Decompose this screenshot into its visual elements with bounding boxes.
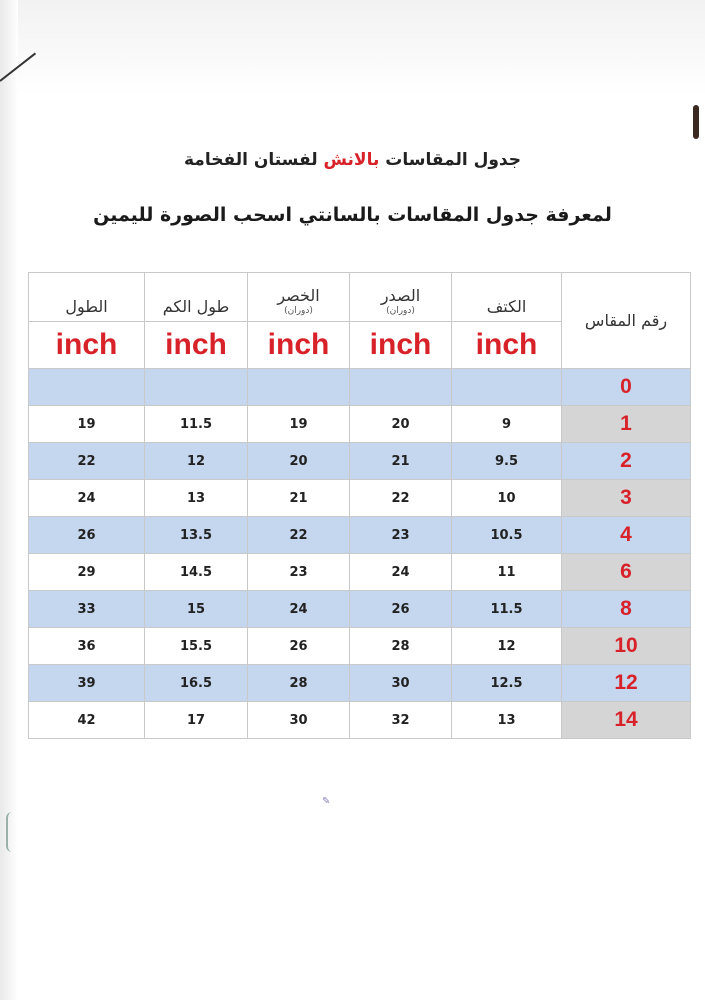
cell-length: 39 bbox=[29, 665, 145, 702]
table-row bbox=[29, 369, 691, 406]
table-row bbox=[29, 702, 691, 739]
cell-sleeve: 17 bbox=[145, 702, 248, 739]
header-waist bbox=[248, 273, 350, 322]
unit-label: inch bbox=[452, 322, 562, 369]
cell-sleeve: 16.5 bbox=[145, 665, 248, 702]
table-row bbox=[29, 443, 691, 480]
cell-size: 1 bbox=[562, 406, 691, 443]
cell-sleeve: 13.5 bbox=[145, 517, 248, 554]
cell-length: 42 bbox=[29, 702, 145, 739]
cell-waist: 20 bbox=[248, 443, 350, 480]
cell-shoulder: 13 bbox=[452, 702, 562, 739]
header-note bbox=[29, 317, 144, 321]
header-length bbox=[29, 273, 145, 322]
table-row bbox=[29, 665, 691, 702]
cell-shoulder bbox=[452, 369, 562, 406]
cell-length: 26 bbox=[29, 517, 145, 554]
cell-length: 19 bbox=[29, 406, 145, 443]
cell-sleeve: 12 bbox=[145, 443, 248, 480]
cell-shoulder: 10 bbox=[452, 480, 562, 517]
cell-waist: 30 bbox=[248, 702, 350, 739]
page-subtitle: لمعرفة جدول المقاسات بالسانتي اسحب الصورة لليمين bbox=[93, 204, 612, 226]
cell-waist: 26 bbox=[248, 628, 350, 665]
header-shoulder bbox=[452, 273, 562, 322]
cell-length: 33 bbox=[29, 591, 145, 628]
cell-waist: 21 bbox=[248, 480, 350, 517]
header-size-number: رقم المقاس bbox=[562, 273, 691, 369]
cell-waist bbox=[248, 369, 350, 406]
cell-chest: 24 bbox=[350, 554, 452, 591]
header-label: الطول bbox=[65, 297, 108, 316]
cell-size: 3 bbox=[562, 480, 691, 517]
header-row bbox=[29, 273, 691, 322]
pen-mark: ✎ bbox=[322, 796, 331, 807]
table-row bbox=[29, 628, 691, 665]
cell-chest bbox=[350, 369, 452, 406]
cell-chest: 21 bbox=[350, 443, 452, 480]
cell-chest: 28 bbox=[350, 628, 452, 665]
cell-sleeve: 11.5 bbox=[145, 406, 248, 443]
unit-label: inch bbox=[29, 322, 145, 369]
header-note: (دوران) bbox=[386, 306, 415, 316]
title-accent: بالانش bbox=[323, 150, 380, 170]
cell-waist: 19 bbox=[248, 406, 350, 443]
cell-shoulder: 10.5 bbox=[452, 517, 562, 554]
cell-size: 8 bbox=[562, 591, 691, 628]
header-sleeve bbox=[145, 273, 248, 322]
cell-waist: 28 bbox=[248, 665, 350, 702]
header-label: الكتف bbox=[486, 297, 527, 316]
cell-size: 14 bbox=[562, 702, 691, 739]
cell-chest: 26 bbox=[350, 591, 452, 628]
cell-size: 2 bbox=[562, 443, 691, 480]
unit-label: inch bbox=[350, 322, 452, 369]
cell-waist: 23 bbox=[248, 554, 350, 591]
cell-size: 10 bbox=[562, 628, 691, 665]
cell-chest: 32 bbox=[350, 702, 452, 739]
header-note bbox=[452, 317, 561, 321]
cell-shoulder: 11 bbox=[452, 554, 562, 591]
cell-size: 12 bbox=[562, 665, 691, 702]
table-row bbox=[29, 554, 691, 591]
cell-size: 6 bbox=[562, 554, 691, 591]
size-chart-table bbox=[28, 272, 691, 739]
cell-shoulder: 9.5 bbox=[452, 443, 562, 480]
cell-chest: 23 bbox=[350, 517, 452, 554]
page-top-shadow bbox=[0, 0, 705, 95]
page-title bbox=[0, 150, 705, 170]
margin-mark bbox=[6, 812, 18, 852]
title-part-1: جدول المقاسات bbox=[379, 150, 521, 170]
cell-sleeve bbox=[145, 369, 248, 406]
header-note bbox=[145, 317, 247, 321]
table-row bbox=[29, 406, 691, 443]
cell-length bbox=[29, 369, 145, 406]
cell-chest: 30 bbox=[350, 665, 452, 702]
cell-chest: 22 bbox=[350, 480, 452, 517]
title-part-2: لفستان الفخامة bbox=[184, 150, 324, 170]
cell-sleeve: 13 bbox=[145, 480, 248, 517]
header-label: الصدر bbox=[380, 286, 421, 305]
cell-size: 0 bbox=[562, 369, 691, 406]
cell-shoulder: 11.5 bbox=[452, 591, 562, 628]
cell-sleeve: 14.5 bbox=[145, 554, 248, 591]
cell-shoulder: 12 bbox=[452, 628, 562, 665]
unit-label: inch bbox=[248, 322, 350, 369]
cell-size: 4 bbox=[562, 517, 691, 554]
cell-chest: 20 bbox=[350, 406, 452, 443]
edge-mark bbox=[693, 105, 699, 139]
table-row bbox=[29, 591, 691, 628]
cell-length: 22 bbox=[29, 443, 145, 480]
cell-sleeve: 15.5 bbox=[145, 628, 248, 665]
header-chest bbox=[350, 273, 452, 322]
cell-waist: 24 bbox=[248, 591, 350, 628]
cell-waist: 22 bbox=[248, 517, 350, 554]
cell-sleeve: 15 bbox=[145, 591, 248, 628]
cell-shoulder: 9 bbox=[452, 406, 562, 443]
header-label: الخصر bbox=[277, 286, 320, 305]
header-label: طول الكم bbox=[162, 297, 230, 316]
table-row bbox=[29, 480, 691, 517]
cell-shoulder: 12.5 bbox=[452, 665, 562, 702]
unit-label: inch bbox=[145, 322, 248, 369]
cell-length: 36 bbox=[29, 628, 145, 665]
header-note: (دوران) bbox=[284, 306, 313, 316]
cell-length: 24 bbox=[29, 480, 145, 517]
table-row bbox=[29, 517, 691, 554]
cell-length: 29 bbox=[29, 554, 145, 591]
